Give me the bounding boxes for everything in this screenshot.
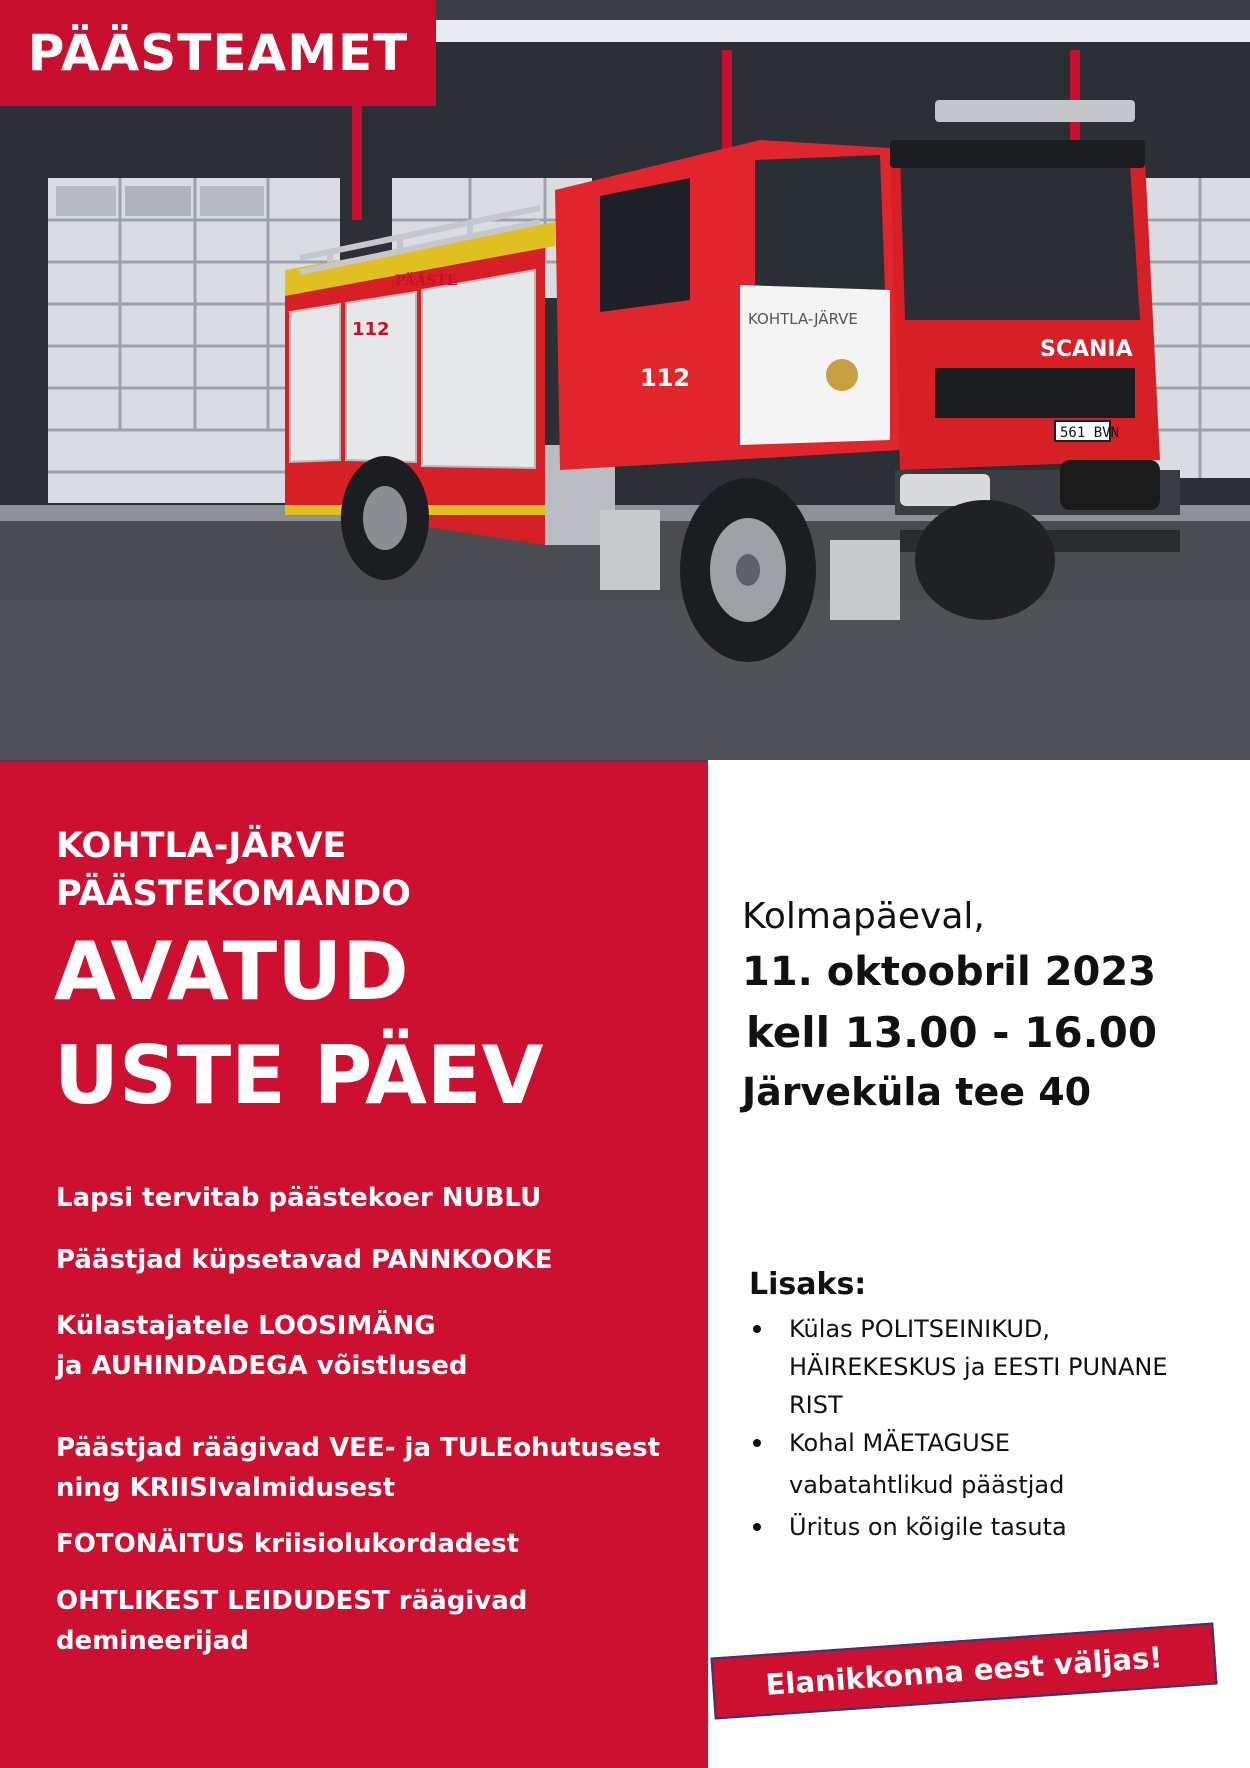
event-time: kell 13.00 - 16.00	[746, 1008, 1158, 1057]
station-name	[56, 822, 411, 918]
event-headline	[54, 920, 543, 1128]
brand-logo-badge	[0, 0, 436, 106]
event-date: 11. oktoobril 2023	[742, 949, 1156, 995]
svg-text:SCANIA: SCANIA	[1040, 337, 1133, 362]
station-line-2: PÄÄSTEKOMANDO	[56, 874, 411, 914]
extras-section	[749, 1262, 1209, 1546]
bullet-icon	[753, 1523, 761, 1531]
extras-item: Üritus on kõigile tasuta	[749, 1508, 1209, 1546]
brand-name: PÄÄSTEAMET	[27, 24, 409, 82]
svg-text:PÄÄSTE: PÄÄSTE	[395, 273, 458, 289]
feature-item: FOTONÄITUS kriisiolukordadest	[56, 1529, 520, 1559]
feature-item: Lapsi tervitab päästekoer NUBLU	[56, 1183, 542, 1213]
headline-line-1: AVATUD	[54, 925, 409, 1018]
headline-line-2: USTE PÄEV	[54, 1029, 544, 1122]
feature-item: Päästjad räägivad VEE- ja TULEohutusest ning KRIISIvalmidusest	[56, 1433, 661, 1503]
extras-item: Külas POLITSEINIKUD, HÄIREKESKUS ja EESTI PUNANE RIST	[749, 1310, 1209, 1424]
station-line-1: KOHTLA-JÄRVE	[56, 826, 347, 866]
event-address: Järveküla tee 40	[742, 1070, 1092, 1114]
extras-list	[749, 1310, 1209, 1546]
svg-text:561 BVN: 561 BVN	[1060, 425, 1120, 441]
fire-truck-illustration	[0, 0, 1250, 760]
slogan-ribbon	[710, 1622, 1217, 1719]
feature-item: OHTLIKEST LEIDUDEST räägivad demineerijad	[56, 1586, 528, 1656]
slogan-text: Elanikkonna eest väljas!	[764, 1640, 1164, 1702]
hero-photo	[0, 0, 1250, 760]
svg-text:KOHTLA-JÄRVE: KOHTLA-JÄRVE	[748, 310, 858, 328]
svg-text:112: 112	[640, 364, 691, 392]
event-weekday: Kolmapäeval,	[742, 896, 985, 937]
extras-item: Kohal MÄETAGUSE vabatahtlikud päästjad	[749, 1424, 1209, 1504]
event-panel	[0, 760, 708, 1768]
svg-text:112: 112	[352, 319, 390, 340]
extras-title: Lisaks:	[749, 1267, 867, 1302]
event-details	[742, 892, 1157, 1120]
feature-item: Külastajatele LOOSIMÄNG ja AUHINDADEGA võistlused	[56, 1311, 468, 1381]
bullet-icon	[753, 1325, 761, 1333]
bullet-icon	[753, 1439, 761, 1447]
feature-item: Päästjad küpsetavad PANNKOOKE	[56, 1245, 553, 1275]
